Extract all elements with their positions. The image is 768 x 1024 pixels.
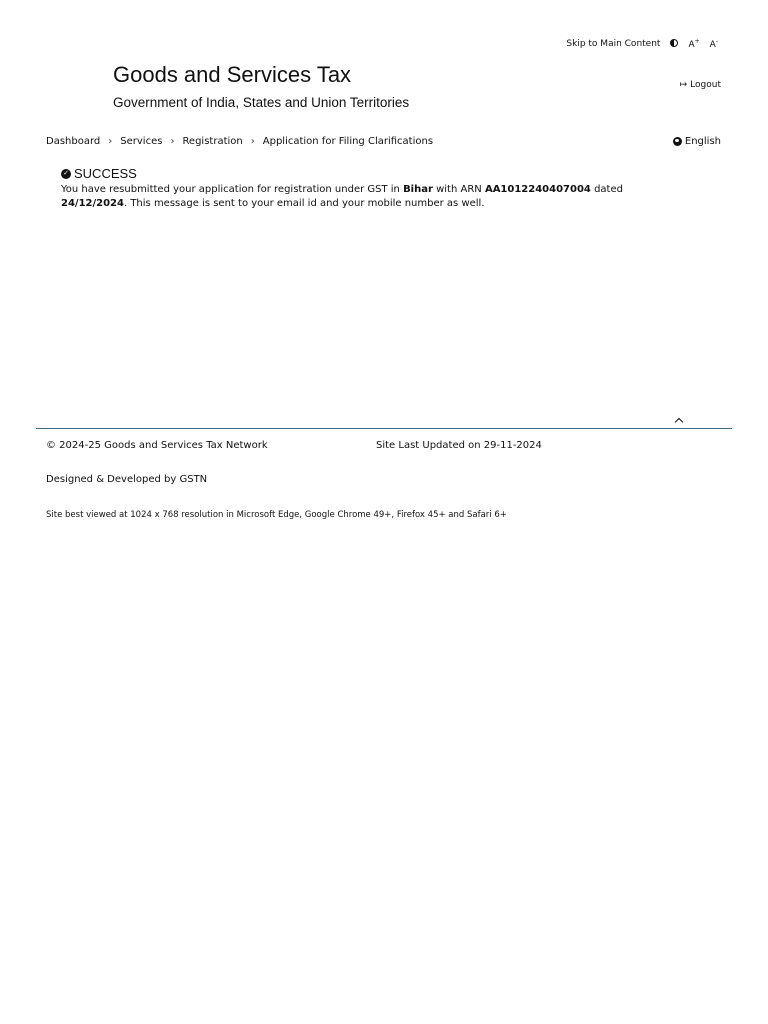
breadcrumb-current-page: Application for Filing Clarifications <box>262 136 434 147</box>
skip-to-main-content-link[interactable]: Skip to Main Content <box>566 39 661 49</box>
footer-designed-by: Designed & Developed by GSTN <box>46 474 208 485</box>
footer-last-updated: Site Last Updated on 29-11-2024 <box>376 440 542 451</box>
font-increase-sup: + <box>694 38 700 45</box>
top-utility-bar <box>556 38 718 50</box>
language-label: English <box>684 136 721 147</box>
logout-icon: ↦ <box>679 80 688 90</box>
alert-arn: AA1012240407004 <box>484 184 591 195</box>
font-decrease-button[interactable] <box>710 38 718 50</box>
logout-label: Logout <box>690 80 721 90</box>
language-selector[interactable] <box>673 136 721 147</box>
font-decrease-sup: - <box>715 38 718 45</box>
footer-copyright: © 2024-25 Goods and Services Tax Network <box>46 440 268 451</box>
site-subtitle: Government of India, States and Union Territories <box>113 95 410 110</box>
check-circle-icon: ✓ <box>61 169 71 179</box>
alert-date: 24/12/2024 <box>61 198 124 209</box>
site-title: Goods and Services Tax <box>113 62 352 87</box>
contrast-toggle-button[interactable] <box>670 39 678 49</box>
font-decrease-label: A <box>709 40 716 50</box>
alert-message-part: dated <box>590 184 623 195</box>
alert-state: Bihar <box>403 184 433 195</box>
back-to-top-chevron-up-icon[interactable] <box>673 416 685 426</box>
logout-button[interactable] <box>680 80 721 90</box>
alert-message <box>61 183 661 211</box>
breadcrumb-separator-icon: › <box>108 136 113 147</box>
alert-message-part: You have resubmitted your application for registration under GST in <box>61 184 404 195</box>
breadcrumb-separator-icon: › <box>170 136 175 147</box>
breadcrumb <box>46 136 433 147</box>
breadcrumb-registration[interactable]: Registration <box>182 136 243 147</box>
alert-heading <box>61 166 661 181</box>
contrast-icon <box>670 39 678 47</box>
alert-message-part: . This message is sent to your email id and your mobile number as well. <box>123 198 485 209</box>
breadcrumb-services[interactable]: Services <box>120 136 163 147</box>
footer-divider <box>36 428 732 429</box>
breadcrumb-separator-icon: › <box>250 136 255 147</box>
alert-message-part: with ARN <box>432 184 485 195</box>
breadcrumb-dashboard[interactable]: Dashboard <box>46 136 101 147</box>
alert-heading-text: SUCCESS <box>74 166 137 181</box>
footer-best-viewed: Site best viewed at 1024 x 768 resolution in Microsoft Edge, Google Chrome 49+, Firefox 45+ and Safari 6+ <box>46 510 507 520</box>
globe-icon <box>673 137 682 146</box>
success-alert <box>61 166 661 211</box>
font-increase-button[interactable] <box>688 38 699 50</box>
font-increase-label: A <box>688 40 695 50</box>
